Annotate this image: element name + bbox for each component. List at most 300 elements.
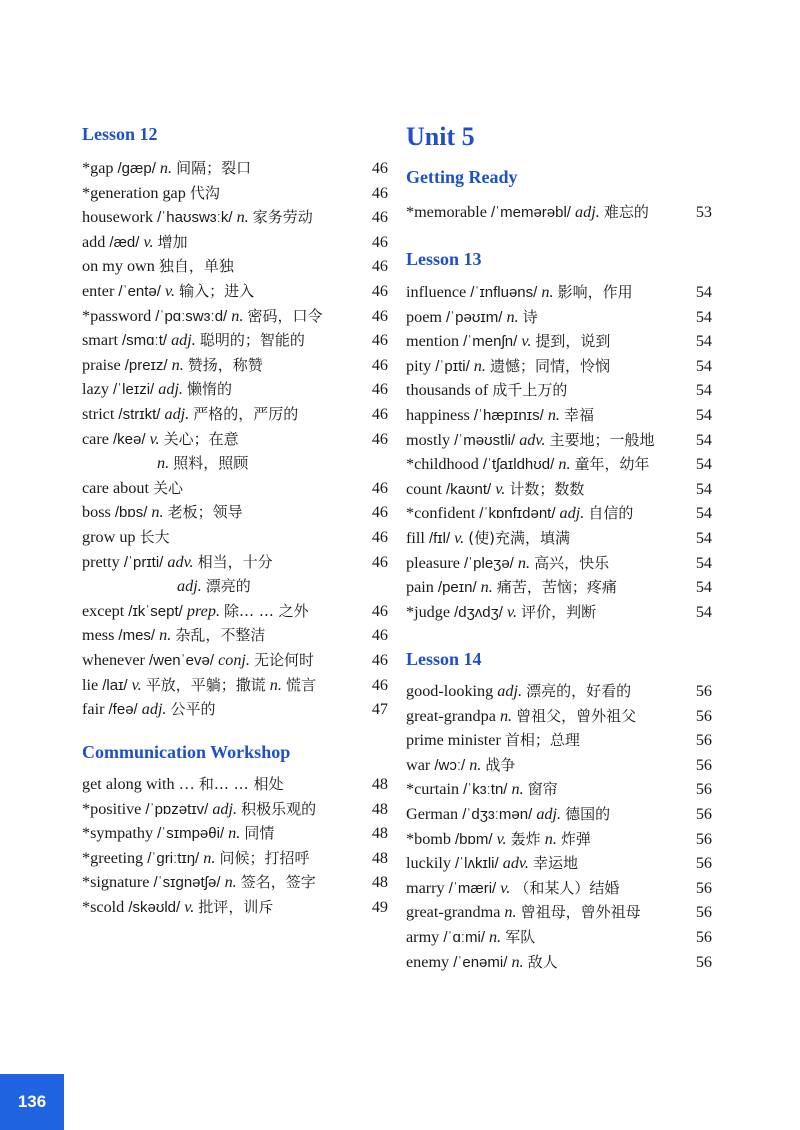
phonetic: /ˈlʌkɪli/ (455, 855, 499, 873)
phonetic: /bɒs/ (114, 504, 148, 522)
vocab-entry (406, 329, 712, 353)
page-ref: 54 (695, 332, 712, 351)
phonetic: /ˈmæri/ (448, 879, 497, 897)
part-of-speech: adv. (167, 552, 194, 571)
vocab-text (406, 477, 584, 502)
vocab-entry (406, 753, 712, 777)
headword: housework (82, 208, 154, 227)
headword: war (406, 755, 431, 774)
chinese-meaning: 家务劳动 (252, 208, 313, 227)
headword: fair (82, 700, 105, 719)
phonetic: /feə/ (108, 701, 138, 719)
page-ref: 46 (371, 626, 388, 645)
page-ref: 48 (371, 848, 388, 867)
page-ref: 56 (695, 854, 712, 873)
headword: except (82, 601, 125, 620)
phonetic: /ˈenəmi/ (453, 953, 508, 971)
phonetic: /skəʊld/ (128, 899, 181, 916)
vocab-entry (406, 802, 712, 826)
vocab-text (82, 254, 234, 278)
chinese-meaning: 严格的，严厉的 (193, 405, 299, 423)
page-ref: 56 (695, 878, 712, 897)
phonetic: /strɪkt/ (118, 406, 161, 423)
vocab-text (406, 378, 567, 402)
vocab-entry (406, 704, 712, 728)
chinese-meaning: 德国的 (565, 805, 611, 823)
part-of-speech: n. (159, 626, 172, 645)
chinese-meaning: 杂乱，不整洁 (175, 626, 266, 645)
vocab-text (82, 772, 283, 796)
vocab-text (82, 427, 239, 452)
part-of-speech: n. (171, 355, 184, 374)
headword: whenever (82, 651, 145, 669)
headword: pretty (82, 552, 120, 571)
vocab-text (406, 329, 610, 354)
vocab-text (177, 574, 251, 598)
chinese-meaning: 评价，判断 (521, 602, 597, 621)
vocab-text (82, 476, 183, 500)
part-of-speech: v. (454, 529, 465, 547)
page-ref: 46 (371, 282, 388, 300)
vocab-text (406, 728, 580, 752)
chinese-meaning: 无论何时 (254, 651, 315, 669)
part-of-speech: n. (511, 780, 524, 799)
headword: pain (406, 578, 434, 597)
headword: *bomb (406, 829, 451, 848)
part-of-speech: n. (228, 824, 241, 843)
vocab-text (406, 551, 609, 576)
page-ref: 54 (695, 602, 712, 621)
part-of-speech: v. (131, 675, 142, 694)
vocab-entry (406, 679, 712, 703)
chinese-meaning: 签名，签字 (240, 873, 316, 892)
vocab-text (82, 181, 220, 205)
vocab-text (406, 900, 641, 924)
part-of-speech: adv. (502, 854, 529, 873)
part-of-speech: n. (558, 455, 571, 474)
vocab-text (406, 679, 631, 703)
chinese-meaning: 老板；领导 (167, 503, 243, 522)
page-ref: 46 (371, 331, 388, 350)
chinese-meaning: 战争 (485, 755, 516, 774)
page-ref: 46 (371, 601, 388, 620)
phonetic: /ˈdʒɜːmən/ (462, 806, 533, 823)
vocab-entry (82, 230, 388, 254)
chinese-meaning: 童年，幼年 (574, 455, 650, 474)
chinese-meaning: 漂亮的，好看的 (526, 682, 632, 700)
chinese-meaning: 代沟 (189, 183, 220, 202)
phonetic: /preɪz/ (124, 356, 168, 374)
headword: mention (406, 332, 460, 351)
headword: smart (82, 331, 118, 350)
lesson-14-heading: Lesson 14 (406, 649, 482, 669)
getting-ready-heading: Getting Ready (406, 167, 518, 187)
vocab-entry (406, 378, 712, 402)
headword: *sympathy (82, 824, 154, 843)
part-of-speech: conj. (218, 651, 250, 669)
chinese-meaning: 曾祖母，曾外祖母 (520, 903, 641, 922)
chinese-meaning: 增加 (157, 232, 188, 251)
phonetic: /ˈpɑːswɜːd/ (155, 307, 228, 325)
phonetic: /ɪkˈsept/ (128, 602, 183, 620)
phonetic: /ˈmenʃn/ (463, 333, 518, 351)
page-ref: 46 (371, 478, 388, 497)
part-of-speech-2: n. (269, 675, 282, 694)
chinese-meaning: 独自，单独 (158, 257, 234, 276)
phonetic: /ˈhæpɪnɪs/ (473, 407, 544, 424)
part-of-speech: n. (504, 903, 517, 922)
chinese-meaning: 同情 (244, 824, 275, 843)
phonetic: /mes/ (118, 627, 156, 645)
headword: *greeting (82, 848, 144, 867)
vocab-entry (406, 452, 712, 476)
chinese-meaning: 难忘的 (603, 203, 649, 221)
vocab-text (406, 428, 654, 453)
headword: fill (406, 529, 425, 547)
page-ref: 46 (371, 552, 388, 571)
part-of-speech: n. (159, 159, 173, 177)
headword: mess (82, 626, 115, 645)
headword: enter (82, 282, 115, 300)
vocab-entry (82, 500, 388, 524)
chinese-meaning: 和… … 相处 (198, 775, 284, 793)
part-of-speech: n. (511, 952, 524, 971)
vocab-entry (82, 205, 388, 229)
part-of-speech: n. (517, 553, 531, 572)
page-ref: 46 (371, 503, 388, 522)
page-ref: 46 (371, 183, 388, 202)
vocab-entry (82, 525, 388, 549)
page-ref: 54 (695, 455, 712, 474)
phonetic: /smɑːt/ (122, 332, 168, 350)
vocab-entry (406, 305, 712, 329)
headword: *confident (406, 504, 476, 523)
headword: *positive (82, 799, 142, 818)
part-of-speech: n. (151, 503, 164, 522)
page-ref: 46 (371, 380, 388, 399)
vocab-text (157, 451, 248, 475)
vocab-text (406, 777, 558, 802)
lesson-13-heading: Lesson 13 (406, 249, 482, 269)
part-of-speech: adj. (559, 504, 585, 523)
vocab-text (82, 230, 188, 255)
part-of-speech: n. (499, 706, 513, 725)
chinese-meaning: 自信的 (588, 504, 634, 523)
vocab-entry (406, 728, 712, 752)
page-ref: 46 (371, 528, 388, 546)
page-ref: 54 (695, 430, 712, 449)
vocab-text (82, 205, 313, 230)
vocab-text (82, 304, 322, 329)
vocab-text (82, 697, 216, 722)
phonetic: /laɪ/ (102, 676, 128, 694)
headword: army (406, 928, 440, 946)
headword: happiness (406, 406, 470, 424)
part-of-speech: n. (231, 306, 244, 325)
chinese-meaning: 窗帘 (527, 780, 558, 799)
vocab-text (406, 452, 650, 477)
vocab-text (82, 550, 273, 575)
phonetic: /ˈpəʊɪm/ (446, 308, 503, 326)
vocab-entry (82, 574, 388, 598)
headword: on my own (82, 257, 155, 276)
chinese-meaning: 轰炸 (510, 829, 541, 848)
part-of-speech: n. (506, 307, 519, 326)
headword: thousands of (406, 381, 489, 400)
page-ref: 46 (371, 405, 388, 423)
vocab-text (406, 925, 535, 950)
headword: get along with … (82, 775, 195, 793)
page-ref: 54 (695, 479, 712, 498)
phonetic: /keə/ (113, 430, 146, 448)
chinese-meaning: 聪明的；智能的 (199, 331, 305, 350)
phonetic: /ˈsɪɡnətʃə/ (153, 874, 221, 892)
part-of-speech: n. (547, 406, 560, 424)
vocab-text (406, 200, 649, 225)
headword: boss (82, 503, 111, 522)
headword: count (406, 479, 442, 498)
chinese-meaning: 提到，说到 (535, 332, 611, 351)
vocab-entry (82, 377, 388, 401)
chinese-meaning: 成千上万的 (492, 381, 568, 400)
chinese-meaning: 间隔；裂口 (176, 159, 252, 177)
vocab-text (406, 950, 558, 975)
phonetic: /ˈməʊstli/ (454, 431, 516, 449)
vocab-entry (82, 599, 388, 623)
part-of-speech: v. (164, 282, 176, 300)
page-ref: 46 (371, 429, 388, 448)
vocab-entry (82, 797, 388, 821)
vocab-entry (82, 772, 388, 796)
part-of-speech: v. (507, 602, 518, 621)
page-ref: 56 (695, 952, 712, 971)
vocab-entry (406, 575, 712, 599)
headword: good-looking (406, 682, 494, 700)
vocab-text (82, 599, 309, 624)
vocab-text (82, 279, 254, 304)
chinese-meaning: (使)充满，填满 (468, 529, 570, 547)
phonetic: /ˈkɒnfɪdənt/ (479, 505, 556, 523)
vocab-entry (82, 279, 388, 303)
part-of-speech: adj. (536, 805, 562, 823)
vocab-entry (406, 526, 712, 550)
chinese-meaning: 首相；总理 (504, 731, 580, 750)
part-of-speech: n. (473, 356, 486, 375)
chinese-meaning: 诗 (522, 307, 538, 326)
chinese-meaning: 遗憾；同情，怜悯 (489, 356, 610, 375)
part-of-speech: n. (224, 873, 237, 892)
chinese-meaning: 影响，作用 (557, 283, 633, 301)
part-of-speech: adj. (497, 682, 523, 700)
vocab-entry (82, 870, 388, 894)
vocab-entry (406, 200, 712, 224)
headword: add (82, 232, 106, 251)
vocab-text (82, 673, 316, 698)
chinese-meaning: 输入；进入 (179, 282, 255, 300)
vocab-entry (406, 876, 712, 900)
vocab-text (406, 704, 636, 728)
part-of-speech: adv. (519, 430, 546, 449)
part-of-speech: adj. (141, 700, 167, 719)
chinese-meaning: 主要地；一般地 (549, 430, 655, 449)
part-of-speech: adj. (164, 405, 190, 423)
vocab-text (82, 525, 170, 549)
vocab-entry (406, 403, 712, 427)
headword: enemy (406, 952, 450, 971)
vocab-entry (406, 925, 712, 949)
chinese-meaning: 问候；打招呼 (219, 848, 310, 867)
vocab-entry (82, 821, 388, 845)
page-ref: 47 (371, 700, 388, 719)
vocab-entry (82, 451, 388, 475)
vocab-text (82, 377, 232, 402)
phonetic: /bɒm/ (455, 830, 493, 848)
page-ref: 56 (695, 805, 712, 823)
vocab-text (406, 876, 619, 901)
page-ref: 54 (695, 504, 712, 523)
chinese-meaning: 漂亮的 (205, 577, 251, 596)
vocab-entry (406, 900, 712, 924)
vocab-entry (406, 851, 712, 875)
vocab-text (82, 648, 314, 673)
page-ref: 48 (371, 873, 388, 892)
page-ref: 54 (695, 381, 712, 400)
vocab-text (82, 500, 243, 525)
chinese-meaning: 公平的 (170, 700, 216, 719)
chinese-meaning: 除… … 之外 (224, 601, 309, 620)
vocab-entry (406, 477, 712, 501)
part-of-speech: prep. (186, 601, 220, 620)
vocab-entry (82, 550, 388, 574)
page-ref: 54 (695, 406, 712, 424)
part-of-speech: adj. (171, 331, 196, 350)
vocab-text (406, 600, 596, 625)
page-ref: 54 (695, 356, 712, 375)
chinese-meaning: 痛苦，苦恼；疼痛 (496, 578, 617, 597)
chinese-meaning-2: 慌言 (285, 675, 316, 694)
vocab-entry (82, 304, 388, 328)
vocab-text (82, 821, 274, 846)
phonetic: /ˈprɪti/ (123, 553, 164, 571)
part-of-speech: adj. (212, 799, 238, 818)
vocab-text (82, 328, 305, 353)
vocab-text (82, 402, 298, 427)
vocab-text (406, 851, 578, 876)
headword: *scold (82, 898, 125, 916)
headword: great-grandma (406, 903, 501, 922)
headword: influence (406, 283, 467, 301)
vocab-text (406, 575, 617, 600)
vocab-text (406, 802, 610, 827)
headword: German (406, 805, 459, 823)
communication-workshop-heading: Communication Workshop (82, 742, 291, 762)
part-of-speech: n. (203, 848, 216, 867)
page-ref: 54 (695, 578, 712, 597)
headword: *generation gap (82, 183, 186, 202)
headword: *password (82, 306, 152, 325)
chinese-meaning: 计数；数数 (509, 479, 585, 498)
page-ref: 56 (695, 780, 712, 799)
page-ref: 56 (695, 928, 712, 946)
vocab-text (406, 526, 570, 551)
headword: care about (82, 478, 149, 497)
headword: mostly (406, 430, 451, 449)
vocab-text (82, 353, 263, 378)
page-ref: 46 (371, 306, 388, 325)
vocab-entry (82, 353, 388, 377)
part-of-speech: n. (469, 755, 482, 774)
phonetic: /ˈpɒzətɪv/ (145, 800, 209, 818)
part-of-speech: n. (480, 578, 493, 597)
phonetic: /ˈhaʊswɜːk/ (157, 209, 233, 227)
phonetic: /dʒʌdʒ/ (454, 603, 503, 621)
vocab-text (406, 403, 594, 428)
page-ref: 56 (695, 903, 712, 922)
page-ref: 46 (371, 257, 388, 276)
page-ref: 56 (695, 706, 712, 725)
page-ref: 48 (371, 824, 388, 843)
phonetic: /kaʊnt/ (446, 480, 492, 498)
page-ref: 48 (371, 775, 388, 793)
phonetic: /ˈpɪti/ (435, 357, 470, 375)
phonetic: /ˈkɜːtn/ (463, 781, 508, 799)
chinese-meaning: 高兴，快乐 (534, 553, 610, 572)
vocab-entry (406, 827, 712, 851)
part-of-speech: v. (143, 232, 154, 251)
part-of-speech: n. (236, 208, 249, 227)
headword: *curtain (406, 780, 460, 799)
page-ref: 49 (371, 898, 388, 916)
chinese-meaning: 批评，训斥 (198, 898, 274, 916)
vocab-entry (82, 254, 388, 278)
page-ref: 46 (371, 159, 388, 177)
page-number: 136 (0, 1074, 64, 1130)
chinese-meaning: 幸运地 (533, 854, 579, 873)
part-of-speech: adj. (158, 380, 183, 399)
vocab-entry (406, 501, 712, 525)
page-ref: 56 (695, 829, 712, 848)
headword: strict (82, 405, 115, 423)
vocab-text (82, 797, 316, 822)
page-ref: 56 (695, 731, 712, 750)
headword: *gap (82, 159, 114, 177)
page-ref: 46 (371, 355, 388, 374)
part-of-speech: v. (521, 332, 532, 351)
part-of-speech: v. (500, 878, 511, 897)
vocab-entry (406, 428, 712, 452)
vocab-entry (406, 777, 712, 801)
part-of-speech: v. (495, 479, 506, 498)
chinese-meaning: 平放，平躺；撒谎 (145, 675, 266, 694)
headword: prime minister (406, 731, 501, 750)
vocab-text (406, 305, 538, 330)
vocab-entry (82, 895, 388, 919)
headword: pity (406, 356, 432, 375)
part-of-speech: adj. (575, 203, 600, 221)
chinese-meaning: 敌人 (527, 952, 558, 971)
vocab-text (82, 870, 316, 895)
vocab-text (406, 280, 633, 305)
vocab-entry (82, 673, 388, 697)
chinese-meaning: （和某人）结婚 (514, 878, 620, 897)
phonetic: /wɔː/ (434, 756, 466, 774)
chinese-meaning: 关心 (153, 478, 184, 497)
phonetic: /gæp/ (117, 160, 156, 177)
page-ref: 46 (371, 208, 388, 227)
chinese-meaning: 幸福 (564, 406, 595, 424)
headword: luckily (406, 854, 451, 873)
chinese-meaning: 懒惰的 (187, 380, 233, 399)
